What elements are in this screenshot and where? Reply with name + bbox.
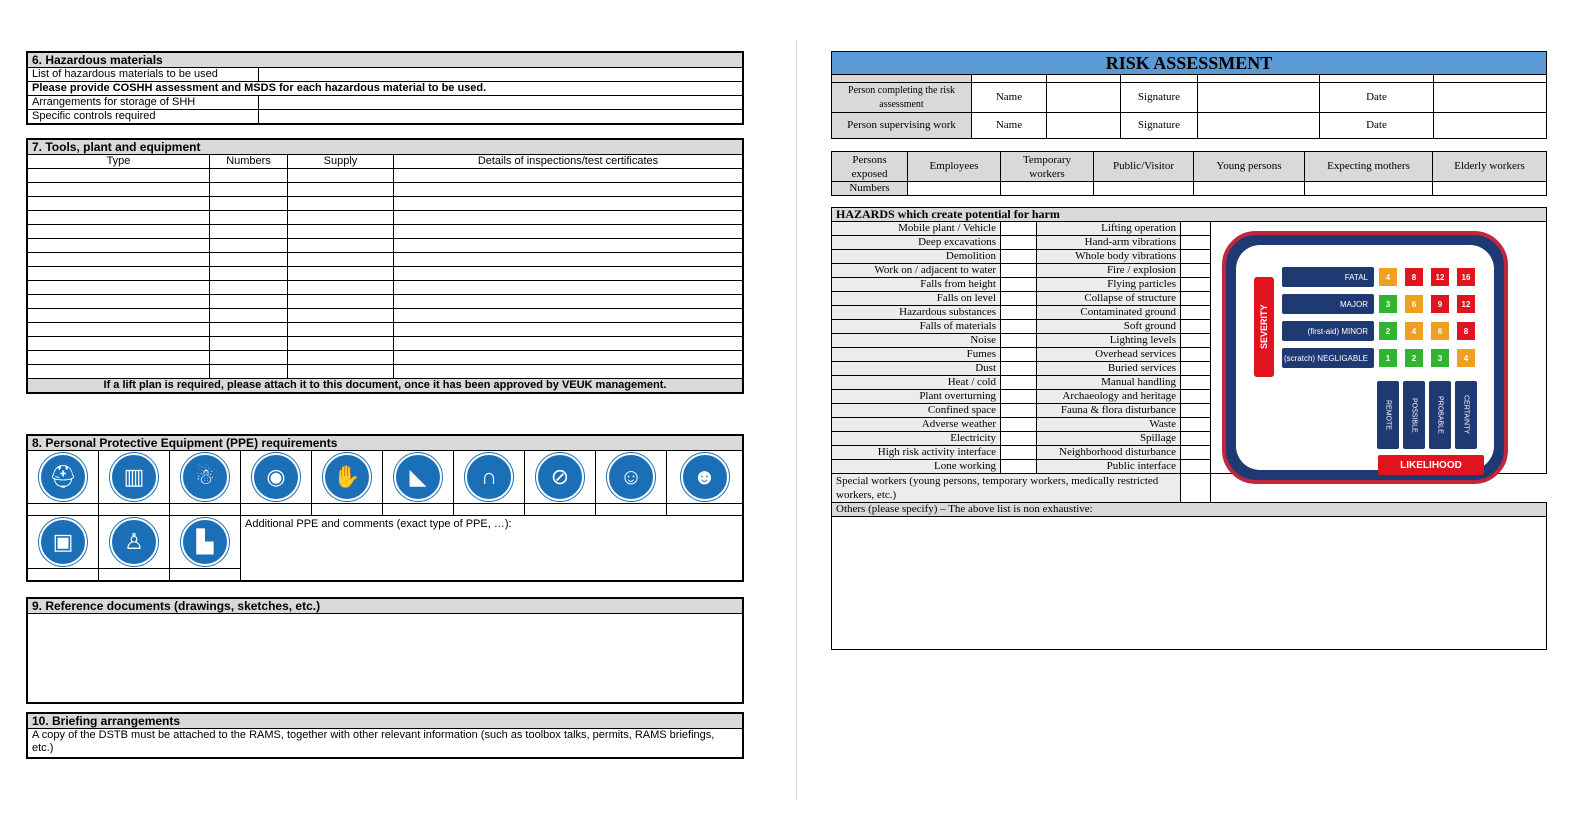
likelihood-level: POSSIBLE: [1403, 381, 1425, 449]
hazard-check[interactable]: [1001, 236, 1037, 250]
ppe-check[interactable]: [241, 504, 312, 516]
tools-cell[interactable]: [394, 197, 743, 211]
hazard-label: Contaminated ground: [1037, 306, 1181, 320]
hazard-label: Noise: [832, 334, 1001, 348]
ppe-cell: [596, 451, 667, 504]
tools-cell[interactable]: [28, 169, 210, 183]
tools-cell[interactable]: [288, 267, 394, 281]
ppe-check[interactable]: [170, 569, 241, 581]
numbers-field[interactable]: [1001, 182, 1094, 196]
risk-score-cell: 4: [1457, 349, 1475, 367]
tools-cell[interactable]: [288, 309, 394, 323]
ppe-cell: [170, 516, 241, 569]
hazard-check[interactable]: [1001, 306, 1037, 320]
ppe-check[interactable]: [28, 569, 99, 581]
tools-cell[interactable]: [210, 169, 288, 183]
ppe-cell: [170, 451, 241, 504]
tools-cell[interactable]: [210, 323, 288, 337]
tools-cell[interactable]: [394, 253, 743, 267]
hazard-check[interactable]: [1001, 250, 1037, 264]
risk-score-cell: 8: [1457, 322, 1475, 340]
exposed-col: Public/Visitor: [1094, 152, 1194, 182]
hazard-check[interactable]: [1001, 264, 1037, 278]
tools-cell[interactable]: [288, 337, 394, 351]
tools-cell[interactable]: [210, 365, 288, 379]
additional-ppe-label: Additional PPE and comments (exact type of PPE, …):: [245, 518, 512, 530]
severity-label: SEVERITY: [1254, 277, 1274, 377]
exposed-col: Expecting mothers: [1305, 152, 1433, 182]
hazard-check[interactable]: [1181, 264, 1211, 278]
tools-cell[interactable]: [394, 323, 743, 337]
numbers-field[interactable]: [908, 182, 1001, 196]
risk-score-cell: 6: [1405, 295, 1423, 313]
hazard-check[interactable]: [1181, 390, 1211, 404]
section-6-title: 6. Hazardous materials: [28, 53, 743, 68]
section-7-title: 7. Tools, plant and equipment: [28, 140, 743, 155]
risk-score-cell: 1: [1379, 349, 1397, 367]
tools-cell[interactable]: [288, 169, 394, 183]
hazard-check[interactable]: [1001, 432, 1037, 446]
tools-cell[interactable]: [28, 351, 210, 365]
hazard-check[interactable]: [1181, 222, 1211, 236]
tools-cell[interactable]: [394, 337, 743, 351]
tools-cell[interactable]: [288, 211, 394, 225]
hazard-label: Neighborhood disturbance: [1037, 446, 1181, 460]
persons-exposed-label: Persons exposed: [832, 152, 908, 182]
respirator-icon: ☻: [681, 453, 729, 501]
tools-cell[interactable]: [288, 281, 394, 295]
ppe-check[interactable]: [383, 504, 454, 516]
hazard-label: Electricity: [832, 432, 1001, 446]
hazard-check[interactable]: [1001, 222, 1037, 236]
risk-score-cell: 12: [1457, 295, 1475, 313]
risk-score-cell: 4: [1379, 268, 1397, 286]
hazard-label: Waste: [1037, 418, 1181, 432]
hazard-label: Falls on level: [832, 292, 1001, 306]
tools-row: [28, 351, 743, 365]
supervising-name-field[interactable]: [1047, 113, 1121, 139]
col-type: Type: [28, 155, 210, 169]
hazards-title: HAZARDS which create potential for harm: [832, 208, 1547, 222]
hazard-label: Deep excavations: [832, 236, 1001, 250]
numbers-field[interactable]: [1094, 182, 1194, 196]
severity-level: (scratch) NEGLIGABLE: [1282, 348, 1374, 368]
tools-row: [28, 211, 743, 225]
storage-field[interactable]: [259, 96, 743, 110]
ppe-cell: [667, 451, 743, 504]
section-hazardous-materials: [26, 51, 744, 125]
severity-level: MAJOR: [1282, 294, 1374, 314]
safety-goggles-icon: ◉: [252, 453, 300, 501]
section-10-title: 10. Briefing arrangements: [28, 714, 743, 729]
hazard-check[interactable]: [1001, 376, 1037, 390]
severity-level: (first-aid) MINOR: [1282, 321, 1374, 341]
others-field[interactable]: [832, 517, 1547, 650]
ppe-cell: [312, 451, 383, 504]
tools-cell[interactable]: [28, 267, 210, 281]
tools-row: [28, 183, 743, 197]
hazard-label: Dust: [832, 362, 1001, 376]
tools-cell[interactable]: [210, 337, 288, 351]
section-reference-docs: [26, 597, 744, 704]
tools-cell[interactable]: [210, 211, 288, 225]
ppe-check[interactable]: [667, 504, 743, 516]
special-workers-label: Special workers (young persons, temporary workers, medically restricted workers, etc.): [832, 474, 1181, 503]
risk-score-cell: 12: [1431, 268, 1449, 286]
tools-cell[interactable]: [394, 225, 743, 239]
persons-exposed-table: [831, 151, 1547, 196]
severity-level: FATAL: [1282, 267, 1374, 287]
likelihood-level: REMOTE: [1377, 381, 1399, 449]
ppe-check[interactable]: [28, 504, 99, 516]
hazard-label: Plant overturning: [832, 390, 1001, 404]
risk-score-cell: 2: [1379, 322, 1397, 340]
tools-cell[interactable]: [28, 295, 210, 309]
tools-cell[interactable]: [288, 239, 394, 253]
hazard-label: Falls from height: [832, 278, 1001, 292]
briefing-text: A copy of the DSTB must be attached to the RAMS, together with other relevant information (such as toolbox talks, permits, RAMS briefings, etc.): [28, 729, 743, 758]
hazard-label: Public interface: [1037, 460, 1181, 474]
completing-date-field[interactable]: [1434, 83, 1547, 113]
tools-cell[interactable]: [28, 253, 210, 267]
hi-vis-vest-icon: ▥: [110, 453, 158, 501]
hazard-check[interactable]: [1001, 418, 1037, 432]
harness-icon: ♙: [110, 518, 158, 566]
tools-cell[interactable]: [394, 309, 743, 323]
hazard-check[interactable]: [1181, 418, 1211, 432]
risk-matrix-inner: [1236, 245, 1494, 470]
supervising-signature-field[interactable]: [1198, 113, 1320, 139]
tools-cell[interactable]: [28, 323, 210, 337]
tools-cell[interactable]: [288, 183, 394, 197]
tools-cell[interactable]: [394, 211, 743, 225]
tools-cell[interactable]: [28, 365, 210, 379]
ppe-check[interactable]: [525, 504, 596, 516]
hazard-label: Overhead services: [1037, 348, 1181, 362]
section-8-title: 8. Personal Protective Equipment (PPE) requirements: [28, 436, 743, 451]
persons-table: [831, 74, 1547, 139]
tools-cell[interactable]: [28, 211, 210, 225]
controls-label: Specific controls required: [28, 110, 259, 124]
exposed-col: Young persons: [1194, 152, 1305, 182]
hazard-check[interactable]: [1181, 362, 1211, 376]
others-label: Others (please specify) – The above list is non exhaustive:: [832, 503, 1547, 517]
ppe-cell: [99, 451, 170, 504]
tools-row: [28, 169, 743, 183]
risk-matrix: [1222, 231, 1508, 484]
wellington-boots-icon: ▙: [181, 518, 229, 566]
tools-cell[interactable]: [210, 225, 288, 239]
tools-cell[interactable]: [28, 239, 210, 253]
risk-score-cell: 6: [1431, 322, 1449, 340]
tools-cell[interactable]: [210, 253, 288, 267]
risk-score-cell: 2: [1405, 349, 1423, 367]
hazard-check[interactable]: [1001, 460, 1037, 474]
risk-score-cell: 8: [1405, 268, 1423, 286]
hazardous-materials-field[interactable]: [259, 68, 743, 82]
hazard-label: Flying particles: [1037, 278, 1181, 292]
hazard-label: Heat / cold: [832, 376, 1001, 390]
section-briefing: [26, 712, 744, 759]
date-label: Date: [1320, 113, 1434, 139]
hazard-label: Buried services: [1037, 362, 1181, 376]
tools-row: [28, 323, 743, 337]
tools-row: [28, 295, 743, 309]
hazard-check[interactable]: [1181, 320, 1211, 334]
tools-cell[interactable]: [394, 169, 743, 183]
special-workers-field[interactable]: [1181, 474, 1211, 503]
ppe-cell: [28, 451, 99, 504]
signature-label: Signature: [1121, 83, 1198, 113]
hazard-label: Fauna & flora disturbance: [1037, 404, 1181, 418]
hazard-label: High risk activity interface: [832, 446, 1001, 460]
tools-cell[interactable]: [28, 183, 210, 197]
hazard-label: Whole body vibrations: [1037, 250, 1181, 264]
hazard-check[interactable]: [1181, 250, 1211, 264]
ppe-cell: [525, 451, 596, 504]
section-ppe: [26, 434, 744, 582]
hazard-label: Archaeology and heritage: [1037, 390, 1181, 404]
section-tools-plant: [26, 138, 744, 394]
col-supply: Supply: [288, 155, 394, 169]
hazard-check[interactable]: [1001, 320, 1037, 334]
tools-cell[interactable]: [28, 337, 210, 351]
hazard-label: Adverse weather: [832, 418, 1001, 432]
tools-cell[interactable]: [394, 239, 743, 253]
face-mask-icon: ☺: [607, 453, 655, 501]
tools-cell[interactable]: [210, 281, 288, 295]
hazard-check[interactable]: [1181, 376, 1211, 390]
tools-cell[interactable]: [288, 323, 394, 337]
hazard-label: Soft ground: [1037, 320, 1181, 334]
tools-cell[interactable]: [394, 267, 743, 281]
person-completing-label: Person completing the risk assessment: [832, 83, 972, 113]
supervising-date-field[interactable]: [1434, 113, 1547, 139]
col-numbers: Numbers: [210, 155, 288, 169]
ppe-cell: [241, 451, 312, 504]
col-details: Details of inspections/test certificates: [394, 155, 743, 169]
ppe-check[interactable]: [99, 569, 170, 581]
tools-cell[interactable]: [210, 239, 288, 253]
exposed-col: Temporary workers: [1001, 152, 1094, 182]
coverall-icon: ☃: [181, 453, 229, 501]
date-label: Date: [1320, 83, 1434, 113]
tools-cell[interactable]: [210, 295, 288, 309]
hazard-check[interactable]: [1181, 334, 1211, 348]
tools-cell[interactable]: [28, 281, 210, 295]
hazard-label: Work on / adjacent to water: [832, 264, 1001, 278]
hazard-check[interactable]: [1181, 236, 1211, 250]
tools-cell[interactable]: [288, 225, 394, 239]
numbers-field[interactable]: [1305, 182, 1433, 196]
hazard-check[interactable]: [1181, 278, 1211, 292]
risk-score-cell: 3: [1379, 295, 1397, 313]
hazard-check[interactable]: [1001, 362, 1037, 376]
name-label: Name: [972, 83, 1047, 113]
welding-mask-icon: ⊘: [536, 453, 584, 501]
hazard-label: Hand-arm vibrations: [1037, 236, 1181, 250]
hazard-label: Falls of materials: [832, 320, 1001, 334]
exposed-col: Employees: [908, 152, 1001, 182]
hazard-check[interactable]: [1181, 460, 1211, 474]
tools-cell[interactable]: [210, 197, 288, 211]
risk-score-cell: 16: [1457, 268, 1475, 286]
exposed-col: Elderly workers: [1433, 152, 1547, 182]
additional-ppe-field[interactable]: [241, 516, 743, 581]
tools-cell[interactable]: [288, 365, 394, 379]
tools-cell[interactable]: [28, 197, 210, 211]
ppe-check[interactable]: [170, 504, 241, 516]
hazard-check[interactable]: [1001, 278, 1037, 292]
hazard-check[interactable]: [1001, 390, 1037, 404]
hazard-label: Lighting levels: [1037, 334, 1181, 348]
tools-row: [28, 197, 743, 211]
likelihood-label: LIKELIHOOD: [1378, 455, 1484, 475]
numbers-label: Numbers: [832, 182, 908, 196]
tools-cell[interactable]: [288, 197, 394, 211]
hazard-label: Fumes: [832, 348, 1001, 362]
tools-cell[interactable]: [394, 281, 743, 295]
tools-row: [28, 309, 743, 323]
hard-hat-icon: ⛑: [39, 453, 87, 501]
hazard-check[interactable]: [1181, 306, 1211, 320]
hazard-label: Fire / explosion: [1037, 264, 1181, 278]
coshh-note: Please provide COSHH assessment and MSDS for each hazardous material to be used.: [28, 82, 743, 96]
tools-cell[interactable]: [210, 183, 288, 197]
hazard-label: Mobile plant / Vehicle: [832, 222, 1001, 236]
tools-cell[interactable]: [210, 309, 288, 323]
person-supervising-label: Person supervising work: [832, 113, 972, 139]
tools-cell[interactable]: [394, 183, 743, 197]
ppe-cell: [454, 451, 525, 504]
section-9-title: 9. Reference documents (drawings, sketches, etc.): [28, 599, 743, 614]
tools-row: [28, 281, 743, 295]
ppe-check[interactable]: [596, 504, 667, 516]
storage-label: Arrangements for storage of SHH: [28, 96, 259, 110]
tools-cell[interactable]: [394, 295, 743, 309]
hazard-check[interactable]: [1181, 348, 1211, 362]
tools-row: [28, 253, 743, 267]
tools-cell[interactable]: [28, 225, 210, 239]
signature-label: Signature: [1121, 113, 1198, 139]
ppe-check[interactable]: [454, 504, 525, 516]
numbers-field[interactable]: [1194, 182, 1305, 196]
hazard-check[interactable]: [1181, 292, 1211, 306]
lift-plan-note: If a lift plan is required, please attach it to this document, once it has been approved by VEUK management.: [28, 379, 743, 393]
ppe-cell: [99, 516, 170, 569]
hazardous-materials-label: List of hazardous materials to be used: [28, 68, 259, 82]
tools-row: [28, 365, 743, 379]
risk-score-cell: 9: [1431, 295, 1449, 313]
ppe-check[interactable]: [99, 504, 170, 516]
hazard-check[interactable]: [1001, 446, 1037, 460]
reference-docs-field[interactable]: [28, 614, 743, 703]
hazard-check[interactable]: [1001, 404, 1037, 418]
controls-field[interactable]: [259, 110, 743, 124]
risk-score-cell: 3: [1431, 349, 1449, 367]
name-label: Name: [972, 113, 1047, 139]
tools-cell[interactable]: [394, 365, 743, 379]
completing-name-field[interactable]: [1047, 83, 1121, 113]
hazard-label: Hazardous substances: [832, 306, 1001, 320]
tools-row: [28, 337, 743, 351]
likelihood-level: PROBABLE: [1429, 381, 1451, 449]
ppe-cell: [28, 516, 99, 569]
tools-cell[interactable]: [210, 351, 288, 365]
numbers-field[interactable]: [1433, 182, 1547, 196]
safety-boots-icon: ◣: [394, 453, 442, 501]
hazard-label: Lifting operation: [1037, 222, 1181, 236]
hazard-label: Demolition: [832, 250, 1001, 264]
hazard-label: Collapse of structure: [1037, 292, 1181, 306]
hazard-check[interactable]: [1001, 334, 1037, 348]
tools-cell[interactable]: [28, 309, 210, 323]
tools-cell[interactable]: [210, 267, 288, 281]
gloves-icon: ✋: [323, 453, 371, 501]
hazard-label: Confined space: [832, 404, 1001, 418]
risk-score-cell: 4: [1405, 322, 1423, 340]
hazard-check[interactable]: [1001, 348, 1037, 362]
hazard-label: Lone working: [832, 460, 1001, 474]
left-page: [0, 0, 790, 837]
hazard-check[interactable]: [1181, 432, 1211, 446]
risk-assessment-title: RISK ASSESSMENT: [831, 51, 1547, 75]
face-shield-icon: ▣: [39, 518, 87, 566]
completing-signature-field[interactable]: [1198, 83, 1320, 113]
tools-cell[interactable]: [288, 295, 394, 309]
tools-cell[interactable]: [288, 351, 394, 365]
hazard-check[interactable]: [1001, 292, 1037, 306]
ear-defenders-icon: ∩: [465, 453, 513, 501]
tools-row: [28, 267, 743, 281]
hazard-label: Manual handling: [1037, 376, 1181, 390]
tools-row: [28, 225, 743, 239]
tools-cell[interactable]: [394, 351, 743, 365]
ppe-cell: [383, 451, 454, 504]
ppe-check[interactable]: [312, 504, 383, 516]
hazard-label: Spillage: [1037, 432, 1181, 446]
tools-row: [28, 239, 743, 253]
tools-cell[interactable]: [288, 253, 394, 267]
likelihood-level: CERTAINTY: [1455, 381, 1477, 449]
hazard-check[interactable]: [1181, 404, 1211, 418]
page-divider: [796, 40, 797, 800]
hazard-check[interactable]: [1181, 446, 1211, 460]
